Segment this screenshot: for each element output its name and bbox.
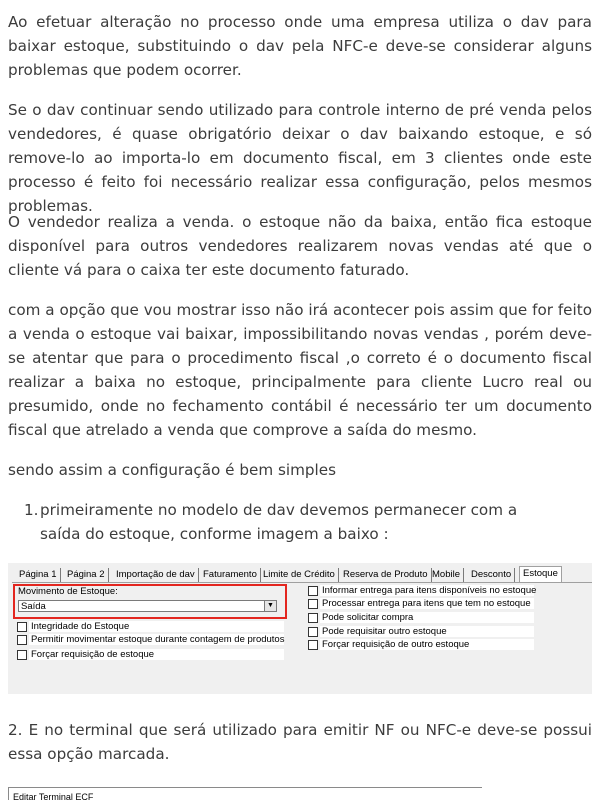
tab-pagina-2[interactable]: Página 2 xyxy=(64,568,109,582)
paragraph-6: 2. E no terminal que será utilizado para emitir NF ou NFC-e deve-se possui essa opção marcada. xyxy=(8,721,592,763)
movimento-estoque-select[interactable] xyxy=(18,600,277,612)
checkbox-box[interactable] xyxy=(17,650,27,660)
checkbox-box[interactable] xyxy=(308,613,318,623)
checkbox-label: Forçar requisição de estoque xyxy=(31,649,155,660)
list-number: 1. xyxy=(24,501,39,519)
tab-pagina-1[interactable]: Página 1 xyxy=(16,568,61,582)
paragraph-3: O vendedor realiza a venda. o estoque não da baixa, então fica estoque disponível para outros vendedores realizarem novas vendas até que o cliente vá para o caixa ter este documento faturado. xyxy=(8,213,592,279)
checkbox-label: Permitir movimentar estoque durante contagem de produtos xyxy=(31,634,285,645)
paragraph-2: Se o dav continuar sendo utilizado para controle interno de pré venda pelos vendedores, é quase obrigatório deixar o dav baixando estoque, e só remove-lo ao importa-lo em documento fiscal, em 3 clientes onde este processo é feito foi necessário realizar essa configuração, pelos mesmos problemas. xyxy=(8,101,592,215)
terminal-ecf-screenshot xyxy=(8,784,484,800)
movimento-estoque-value: Saída xyxy=(21,601,46,612)
tab-importacao-dav[interactable]: Importação de dav xyxy=(113,568,199,582)
checkbox-label: Integridade do Estoque xyxy=(31,621,130,632)
tab-desconto[interactable]: Desconto xyxy=(468,568,515,582)
paragraph-4: com a opção que vou mostrar isso não irá acontecer pois assim que for feito a venda o estoque vai baixar, impossibilitando novas vendas , porém deve-se atentar que para o procedimento fiscal ,o correto é o documento fiscal realizar a baixa no estoque, principalmente para cliente Lucro real ou presumido, onde no fechamento contábil é necessário ter um documento fiscal que atrelado a venda que comprove a saída do mesmo. xyxy=(8,301,592,439)
checkbox-box[interactable] xyxy=(17,622,27,632)
movimento-estoque-label: Movimento de Estoque: xyxy=(18,586,118,597)
chevron-down-icon[interactable]: ▼ xyxy=(264,601,276,611)
tab-faturamento[interactable]: Faturamento xyxy=(200,568,261,582)
checkbox-label: Forçar requisição de outro estoque xyxy=(322,639,470,650)
tab-divider xyxy=(12,582,592,583)
window-title: Editar Terminal ECF xyxy=(13,792,94,800)
paragraph-1: Ao efetuar alteração no processo onde uma empresa utiliza o dav para baixar estoque, substituindo o dav pela NFC-e deve-se considerar alguns problemas que podem ocorrer. xyxy=(8,13,592,79)
checkbox-box[interactable] xyxy=(308,640,318,650)
checkbox-box[interactable] xyxy=(17,635,27,645)
checkbox-label: Processar entrega para itens que tem no estoque xyxy=(322,598,531,609)
checkbox-label: Informar entrega para itens disponíveis no estoque xyxy=(322,585,537,596)
tab-estoque[interactable]: Estoque xyxy=(519,566,562,583)
list-text: primeiramente no modelo de dav devemos permanecer com a saída do estoque, conforme imagem a baixo : xyxy=(40,501,518,543)
checkbox-box[interactable] xyxy=(308,599,318,609)
checkbox-box[interactable] xyxy=(308,586,318,596)
checkbox-label: Pode solicitar compra xyxy=(322,612,414,623)
tab-limite-credito[interactable]: Limite de Crédito xyxy=(260,568,339,582)
dav-config-screenshot xyxy=(8,563,592,694)
paragraph-5: sendo assim a configuração é bem simples xyxy=(8,461,336,479)
tab-reserva-produto[interactable]: Reserva de Produto xyxy=(340,568,432,582)
tab-mobile[interactable]: Mobile xyxy=(429,568,464,582)
checkbox-box[interactable] xyxy=(308,627,318,637)
checkbox-label: Pode requisitar outro estoque xyxy=(322,626,447,637)
